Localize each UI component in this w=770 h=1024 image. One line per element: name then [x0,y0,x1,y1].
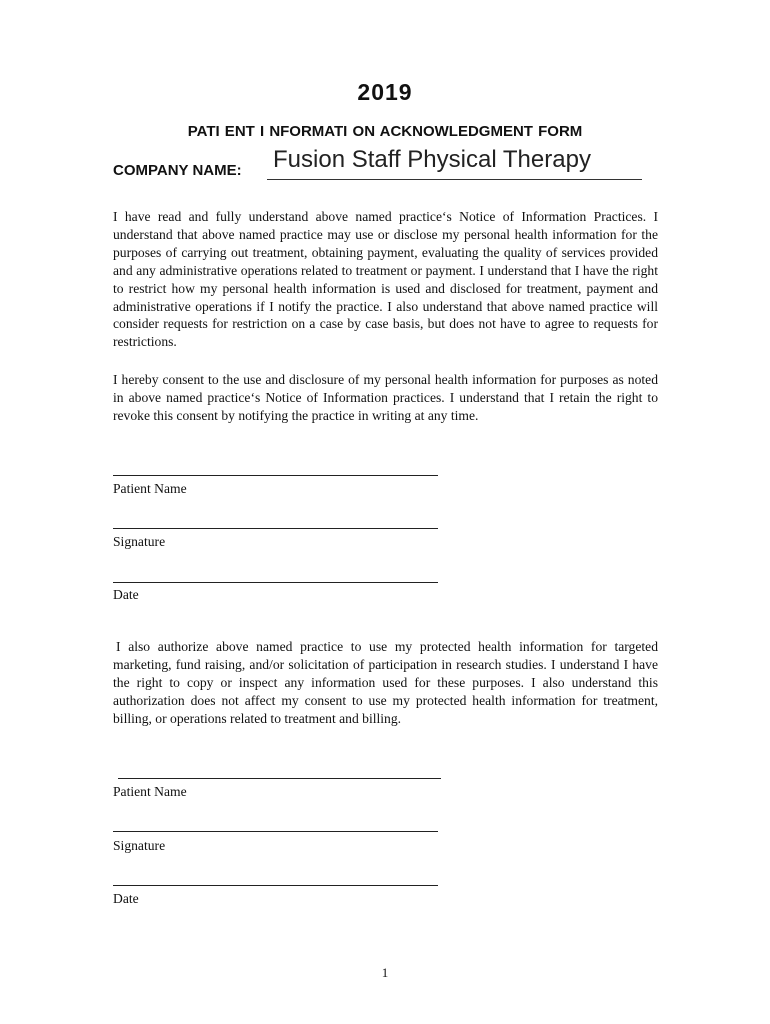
patient-name-line-2[interactable] [118,778,441,779]
signature-label-1: Signature [113,534,166,549]
patient-name-label-1: Patient Name [113,481,187,496]
company-name-field[interactable]: Fusion Staff Physical Therapy [273,146,591,173]
date-label-1: Date [113,587,139,602]
form-year: 2019 [357,79,413,105]
date-line-1[interactable] [113,582,438,583]
page-number: 1 [381,965,389,980]
date-label-2: Date [113,891,139,906]
signature-line-1[interactable] [113,528,438,529]
company-name-row [113,146,653,184]
notice-acknowledgment-paragraph: I have read and fully understand above named practice‘s Notice of Information Practices. I understand that above named practice may use or disclose my personal health information for the purposes of carrying out treatment, obtaining payment, evaluating the quality of services provided and any administrative operations related to treatment or payment. I understand that I have the right to restrict how my personal health information is used and disclosed for treatment, payment and administrative operations if I notify the practice. I also understand that above named practice will consider requests for restriction on a case by case basis, but does not have to agree to requests for restrictions. [113,209,658,350]
company-name-label: COMPANY NAME: [113,162,242,179]
patient-name-line-1[interactable] [113,475,438,476]
authorization-paragraph: I also authorize above named practice to use my protected health information for targeted marketing, fund raising, and/or solicitation of participation in research studies. I understand I have the right to copy or inspect any information used for these purposes. I also understand this authorization does not affect my consent to use my protected health information for treatment, billing, or operations related to treatment and billing. [113,639,658,726]
company-name-underline [267,179,642,180]
patient-name-label-2: Patient Name [113,784,187,799]
signature-line-2[interactable] [113,831,438,832]
date-line-2[interactable] [113,885,438,886]
consent-paragraph: I hereby consent to the use and disclosure of my personal health information for purposes as noted in above named practice‘s Notice of Information practices. I understand that I retain the right to revoke this consent by notifying the practice in writing at any time. [113,372,658,423]
form-title: PATI ENT I NFORMATI ON ACKNOWLEDGMENT FORM [187,123,583,140]
signature-label-2: Signature [113,838,166,853]
